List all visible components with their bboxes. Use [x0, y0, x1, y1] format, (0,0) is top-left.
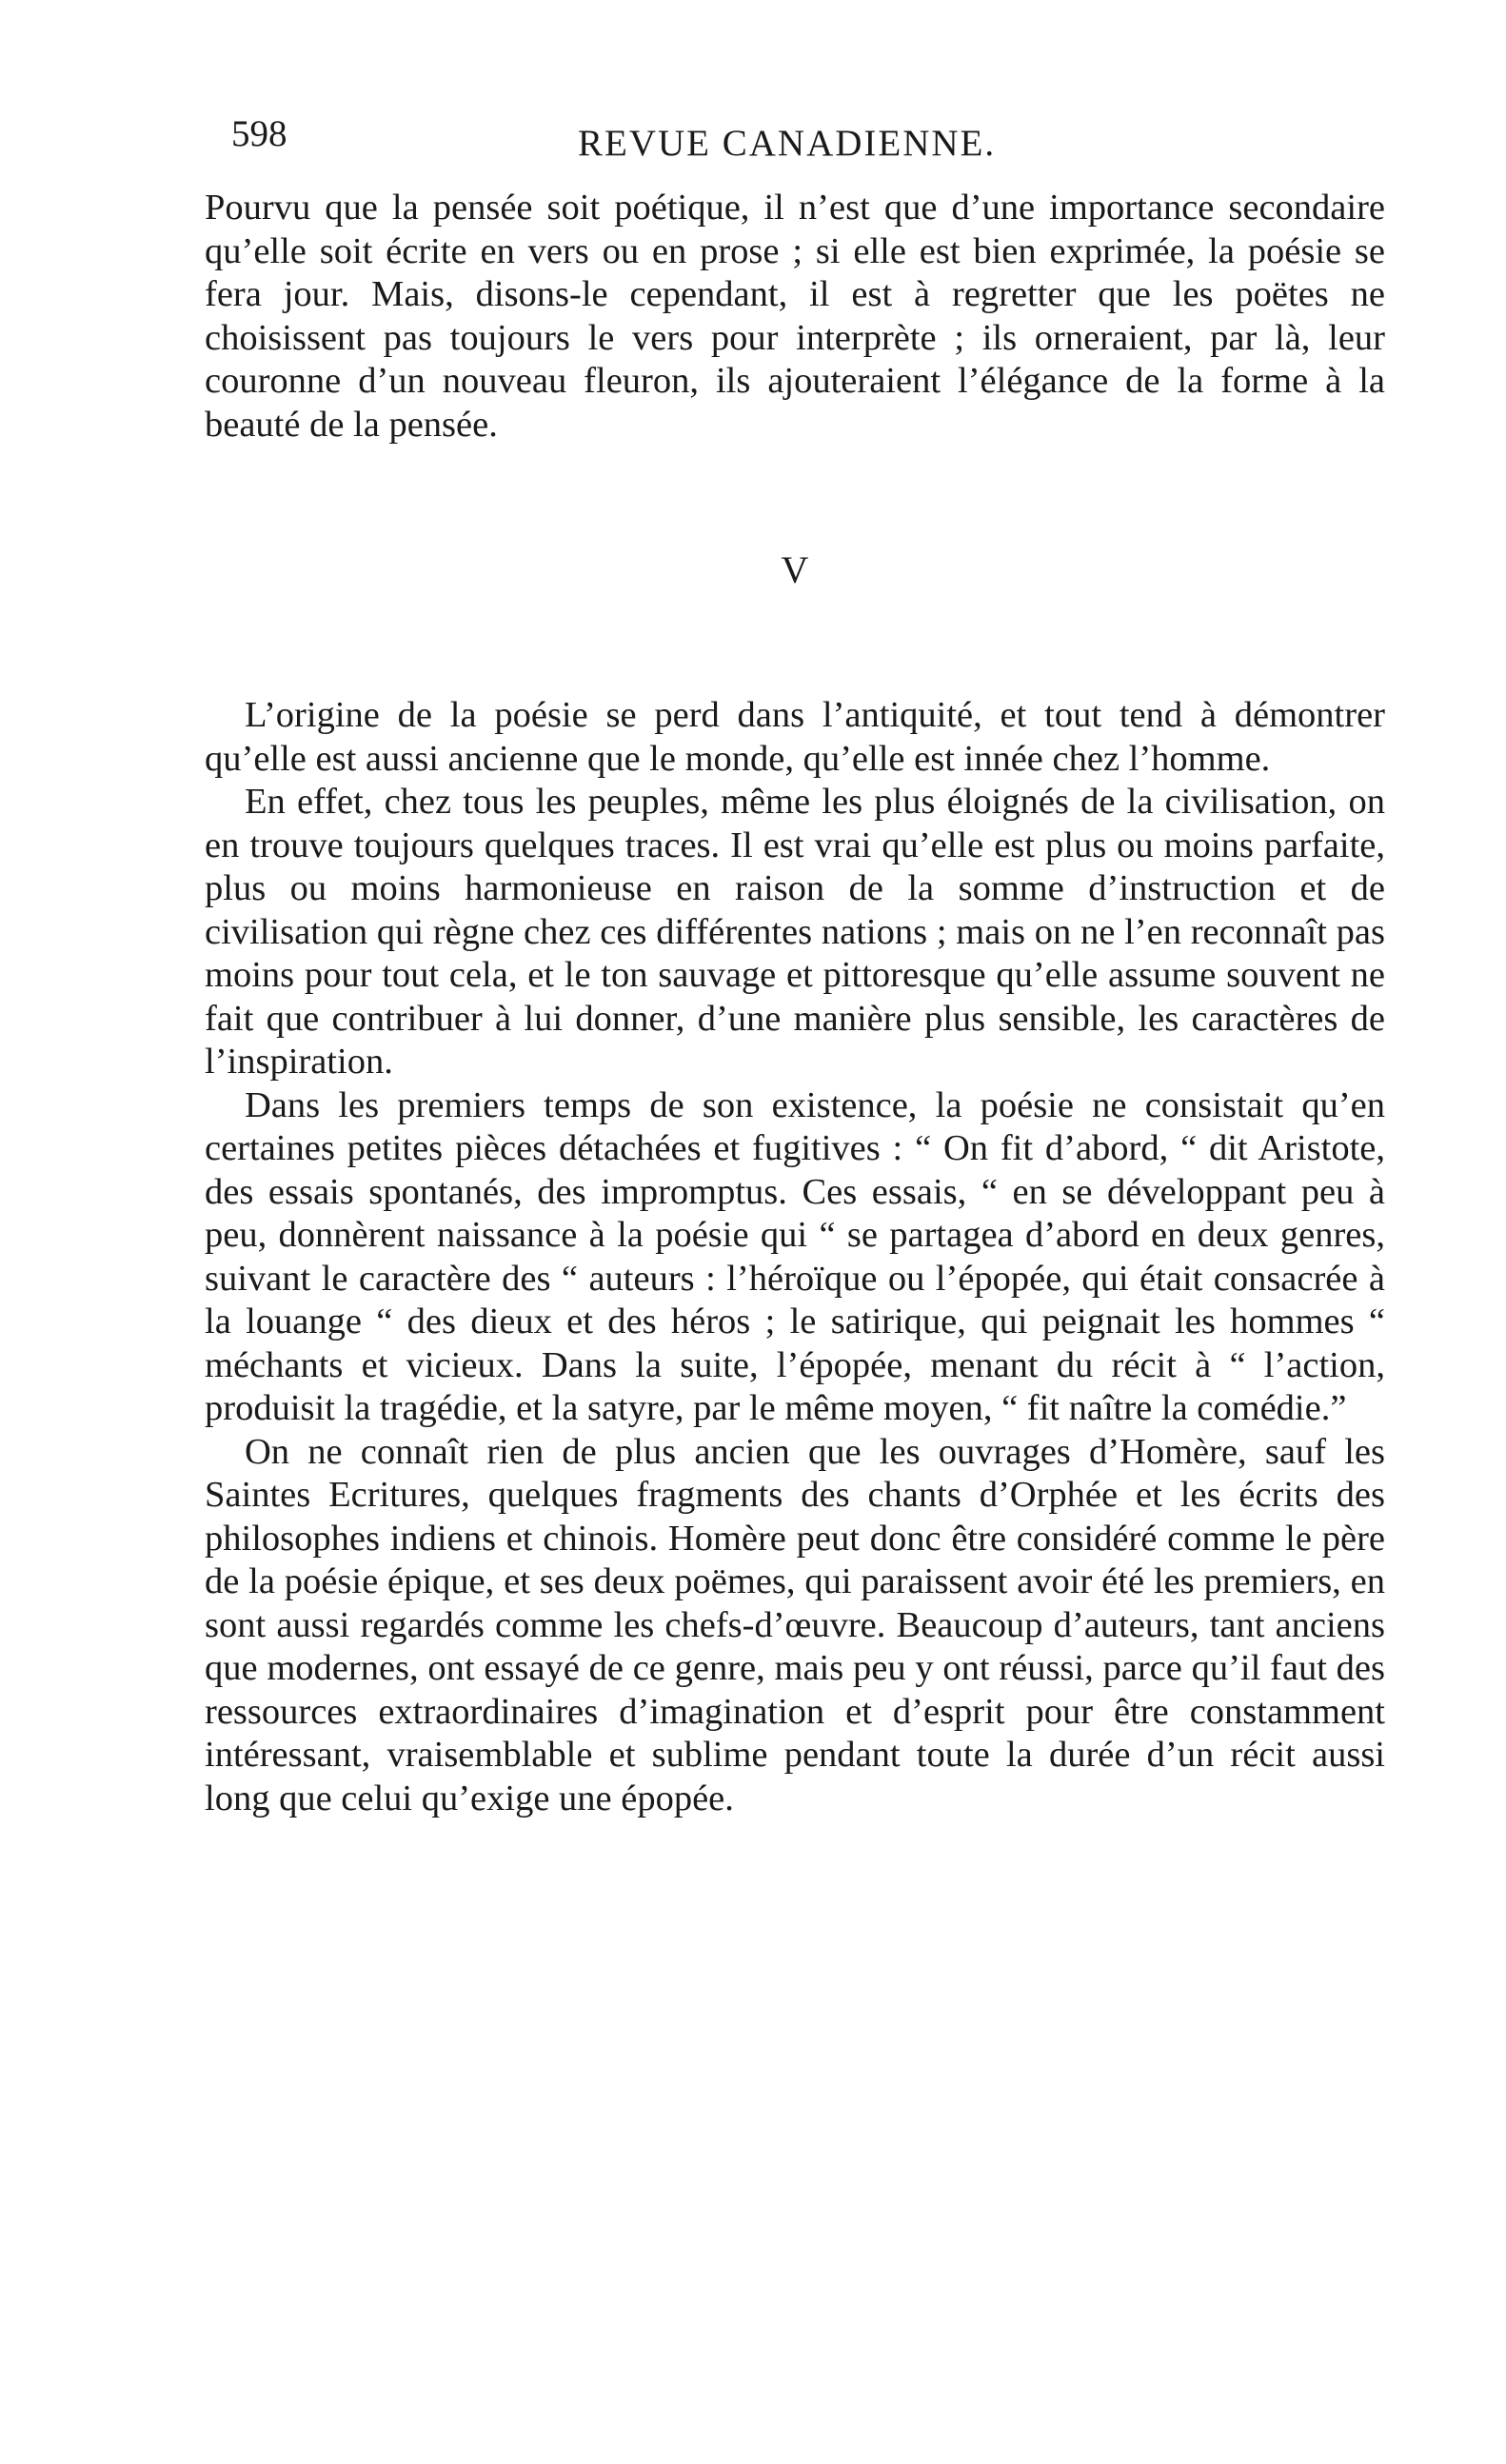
paragraph-continuation: Pourvu que la pensée soit poétique, il n’est que d’une importance secondaire qu’elle soit écrite en vers ou en prose ; si elle est bien exprimée, la poésie se fera jour. Mais, disons-le cependant, il est à regretter que les poëtes ne choisissent pas toujours le vers pour interprète ; ils orneraient, par là, leur couronne d’un nouveau fleuron, ils ajouteraient l’élégance de la forme à la beauté de la pensée. [205, 188, 1385, 445]
paragraph: L’origine de la poésie se perd dans l’antiquité, et tout tend à démontrer qu’elle est aussi ancienne que le monde, qu’elle est innée chez l’homme. [205, 695, 1385, 779]
running-title: REVUE CANADIENNE. [578, 123, 997, 164]
section-spacer [205, 591, 1385, 694]
body-text [205, 187, 1385, 1820]
paragraph: Dans les premiers temps de son existence, la poésie ne consistait qu’en certaines petites pièces détachées et fugitives : “ On fit d’abord, “ dit Aristote, des essais spontanés, des impromptus. Ces essais, “ en se développant peu à peu, donnèrent naissance à la poésie qui “ se partagea d’abord en deux genres, suivant le caractère des “ auteurs : l’héroïque ou l’épopée, qui était consacrée à la louange “ des dieux et des héros ; le satirique, qui peignait les hommes “ méchants et vicieux. Dans la suite, l’épopée, menant du récit à “ l’action, produisit la tragédie, et la satyre, par le même moyen, “ fit naître la comédie.” [205, 1084, 1385, 1428]
section-heading: V [781, 548, 809, 591]
paragraph: On ne connaît rien de plus ancien que les ouvrages d’Homère, sauf les Saintes Ecritures, quelques fragments des chants d’Orphée et les écrits des philosophes indiens et chinois. Homère peut donc être considéré comme le père de la poésie épique, et ses deux poëmes, qui paraissent avoir été les premiers, en sont aussi regardés comme les chefs-d’œuvre. Beaucoup d’auteurs, tant anciens que modernes, ont essayé de ce genre, mais peu y ont réussi, parce qu’il faut des ressources extraordinaires d’imagination et d’esprit pour être constamment intéressant, vraisemblable et sublime pendant toute la durée d’un récit aussi long que celui qu’exige une épopée. [205, 1431, 1385, 1818]
page-header [205, 112, 1385, 169]
paragraph: En effet, chez tous les peuples, même les plus éloignés de la civilisation, on en trouve toujours quelques traces. Il est vrai qu’elle est plus ou moins parfaite, plus ou moins harmonieuse en raison de la somme d’instruction et de civilisation qui règne chez ces différentes nations ; mais on ne l’en reconnaît pas moins pour tout cela, et le ton sauvage et pittoresque qu’elle assume souvent ne fait que contribuer à lui donner, d’une manière plus sensible, les caractères de l’inspiration. [205, 782, 1385, 1082]
book-page [205, 112, 1385, 1818]
page-number: 598 [231, 113, 287, 154]
